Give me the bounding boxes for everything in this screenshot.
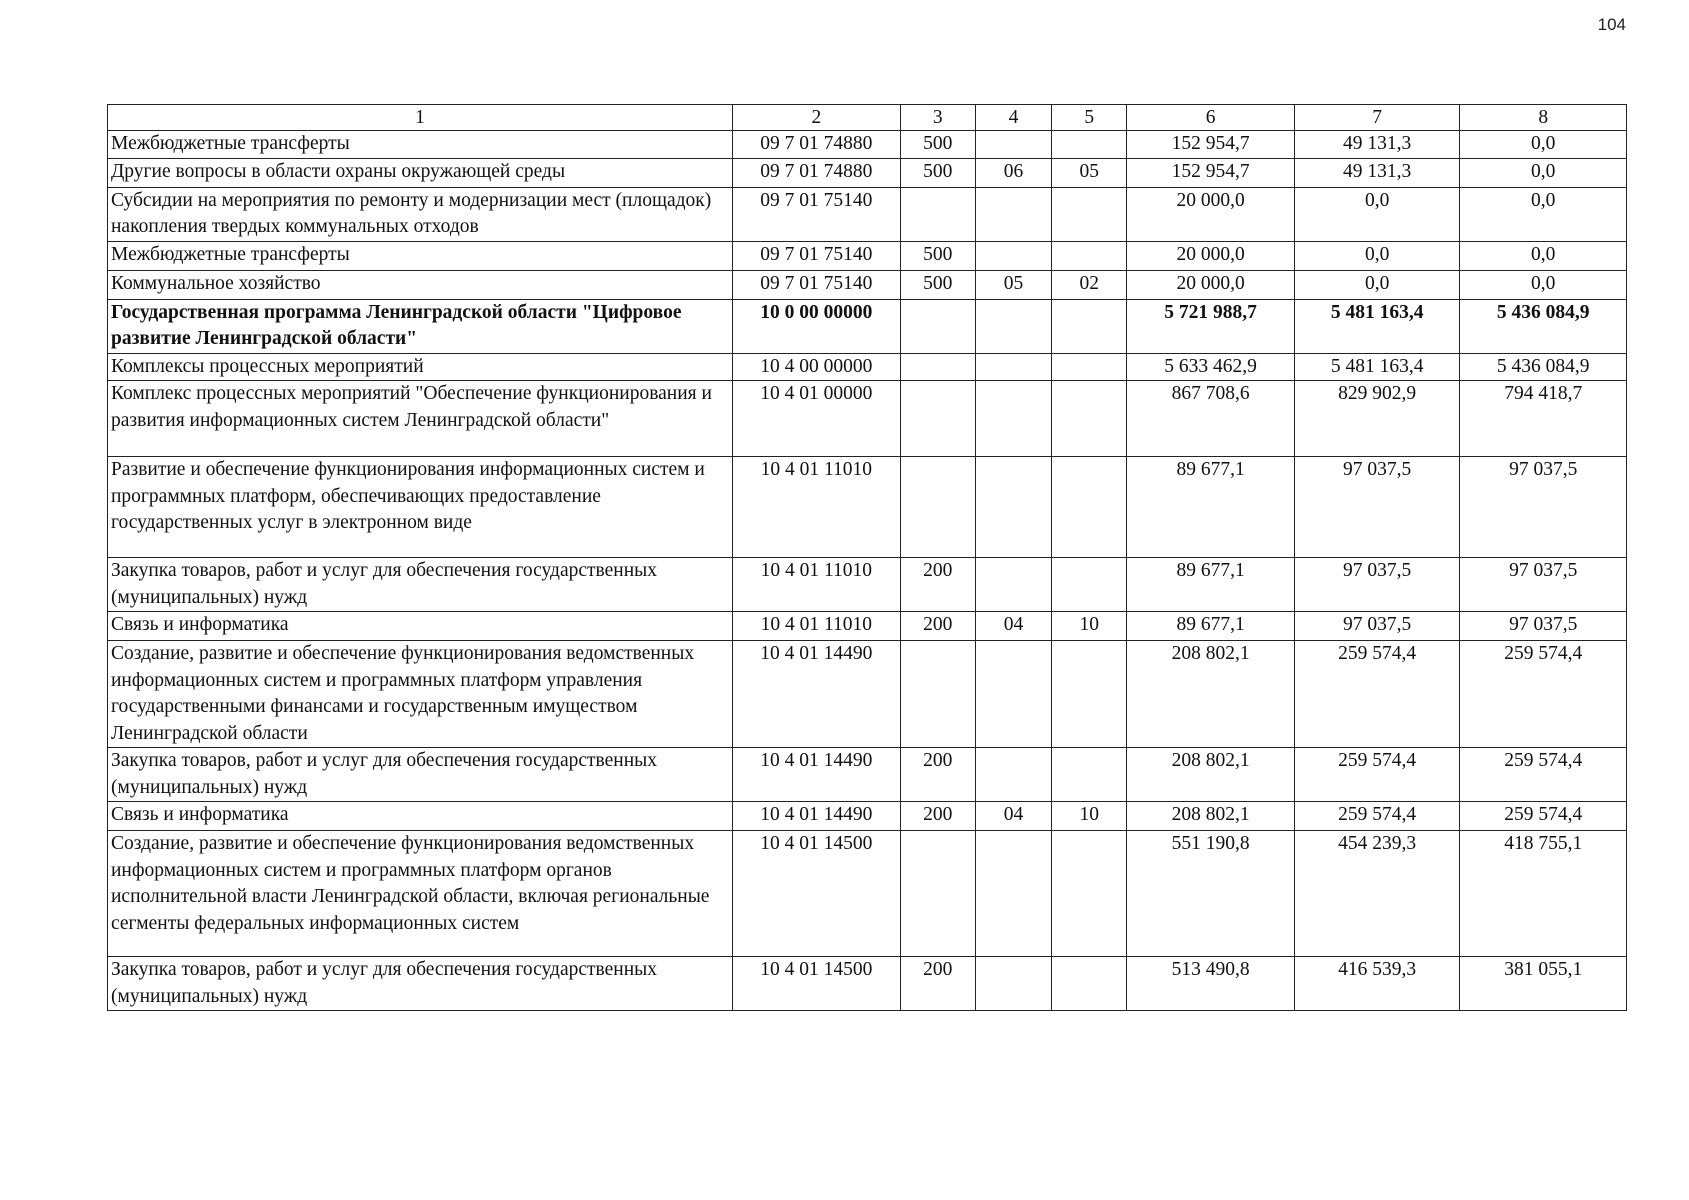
row-section [975,187,1051,241]
row-subsection [1052,131,1127,159]
table-row [108,831,1627,957]
row-expense-type [900,381,975,457]
table-row [108,381,1627,457]
row-value-col7: 49 131,3 [1294,131,1460,159]
table-row [108,270,1627,299]
table-row [108,158,1627,187]
row-name: Развитие и обеспечение функционирования информационных систем и программных платформ, обеспечивающих предоставление государственных услуг в электронном виде [108,457,733,558]
row-expense-type [900,299,975,353]
row-value-col8: 259 574,4 [1460,748,1627,802]
row-subsection [1052,241,1127,270]
table-row [108,748,1627,802]
row-code: 10 0 00 00000 [733,299,901,353]
row-value-col8: 97 037,5 [1460,457,1627,558]
row-section [975,381,1051,457]
row-value-col8: 418 755,1 [1460,831,1627,957]
row-subsection [1052,457,1127,558]
row-section [975,241,1051,270]
row-code: 10 4 01 14490 [733,641,901,748]
row-expense-type: 200 [900,802,975,831]
row-value-col8: 5 436 084,9 [1460,299,1627,353]
row-code: 09 7 01 74880 [733,158,901,187]
row-name: Комплекс процессных мероприятий "Обеспечение функционирования и развития информационных систем Ленинградской области" [108,381,733,457]
row-name: Субсидии на мероприятия по ремонту и модернизации мест (площадок) накопления твердых коммунальных отходов [108,187,733,241]
row-subsection [1052,187,1127,241]
row-value-col7: 259 574,4 [1294,748,1460,802]
row-value-col6: 208 802,1 [1127,748,1295,802]
row-subsection [1052,641,1127,748]
row-subsection [1052,748,1127,802]
row-expense-type [900,457,975,558]
table-row [108,457,1627,558]
row-value-col8: 5 436 084,9 [1460,353,1627,381]
row-value-col8: 259 574,4 [1460,641,1627,748]
table-row [108,641,1627,748]
row-code: 09 7 01 75140 [733,270,901,299]
budget-table [107,104,1627,1011]
row-code: 10 4 01 14490 [733,748,901,802]
row-name: Государственная программа Ленинградской области "Цифровое развитие Ленинградской области" [108,299,733,353]
table-row [108,299,1627,353]
row-value-col6: 152 954,7 [1127,131,1295,159]
row-value-col8: 0,0 [1460,131,1627,159]
row-value-col6: 20 000,0 [1127,270,1295,299]
row-code: 10 4 01 11010 [733,612,901,641]
row-value-col7: 454 239,3 [1294,831,1460,957]
row-expense-type [900,641,975,748]
row-value-col8: 794 418,7 [1460,381,1627,457]
row-code: 10 4 01 14490 [733,802,901,831]
row-code: 10 4 00 00000 [733,353,901,381]
column-header: 6 [1127,105,1295,131]
row-name: Связь и информатика [108,802,733,831]
table-row [108,802,1627,831]
row-code: 09 7 01 74880 [733,131,901,159]
row-value-col7: 0,0 [1294,241,1460,270]
table-row [108,957,1627,1011]
row-value-col6: 551 190,8 [1127,831,1295,957]
row-name: Создание, развитие и обеспечение функционирования ведомственных информационных систем и программных платформ органов исполнительной власти Ленинградской области, включая региональные сегменты федеральных информационных систем [108,831,733,957]
table-row [108,612,1627,641]
row-name: Создание, развитие и обеспечение функционирования ведомственных информационных систем и программных платформ управления государственными финансами и государственным имуществом Ленинградской области [108,641,733,748]
row-value-col7: 416 539,3 [1294,957,1460,1011]
row-value-col6: 152 954,7 [1127,158,1295,187]
row-subsection [1052,381,1127,457]
row-subsection: 10 [1052,612,1127,641]
row-value-col6: 89 677,1 [1127,612,1295,641]
row-name: Межбюджетные трансферты [108,131,733,159]
row-value-col6: 208 802,1 [1127,802,1295,831]
row-code: 10 4 01 11010 [733,558,901,612]
table-header-row [108,105,1627,131]
row-section [975,457,1051,558]
row-value-col8: 0,0 [1460,187,1627,241]
row-value-col6: 20 000,0 [1127,241,1295,270]
column-header: 3 [900,105,975,131]
row-subsection [1052,353,1127,381]
row-name: Закупка товаров, работ и услуг для обеспечения государственных (муниципальных) нужд [108,558,733,612]
row-subsection: 02 [1052,270,1127,299]
row-value-col7: 259 574,4 [1294,641,1460,748]
row-subsection: 05 [1052,158,1127,187]
row-value-col8: 97 037,5 [1460,612,1627,641]
column-header: 1 [108,105,733,131]
table-row [108,187,1627,241]
row-section: 04 [975,612,1051,641]
table-row [108,241,1627,270]
row-subsection [1052,558,1127,612]
row-code: 09 7 01 75140 [733,241,901,270]
row-value-col7: 829 902,9 [1294,381,1460,457]
row-section [975,831,1051,957]
row-expense-type [900,831,975,957]
row-value-col6: 867 708,6 [1127,381,1295,457]
table-row [108,558,1627,612]
row-subsection [1052,957,1127,1011]
row-value-col7: 0,0 [1294,270,1460,299]
row-code: 10 4 01 11010 [733,457,901,558]
row-section: 04 [975,802,1051,831]
row-value-col6: 89 677,1 [1127,457,1295,558]
row-value-col7: 0,0 [1294,187,1460,241]
column-header: 5 [1052,105,1127,131]
row-subsection [1052,831,1127,957]
row-code: 10 4 01 14500 [733,831,901,957]
row-value-col8: 0,0 [1460,270,1627,299]
row-subsection [1052,299,1127,353]
row-value-col7: 259 574,4 [1294,802,1460,831]
row-expense-type: 200 [900,957,975,1011]
row-name: Другие вопросы в области охраны окружающей среды [108,158,733,187]
row-value-col7: 5 481 163,4 [1294,353,1460,381]
row-value-col8: 0,0 [1460,158,1627,187]
row-name: Закупка товаров, работ и услуг для обеспечения государственных (муниципальных) нужд [108,748,733,802]
row-value-col6: 208 802,1 [1127,641,1295,748]
row-expense-type [900,353,975,381]
column-header: 7 [1294,105,1460,131]
row-section: 06 [975,158,1051,187]
row-section [975,131,1051,159]
row-value-col6: 5 721 988,7 [1127,299,1295,353]
row-expense-type: 500 [900,270,975,299]
row-value-col8: 381 055,1 [1460,957,1627,1011]
row-expense-type: 200 [900,558,975,612]
row-value-col7: 97 037,5 [1294,558,1460,612]
row-value-col7: 49 131,3 [1294,158,1460,187]
row-section [975,748,1051,802]
table-row [108,131,1627,159]
row-value-col7: 97 037,5 [1294,457,1460,558]
row-name: Комплексы процессных мероприятий [108,353,733,381]
page-number: 104 [1597,15,1626,34]
row-expense-type: 200 [900,612,975,641]
row-code: 10 4 01 14500 [733,957,901,1011]
row-name: Связь и информатика [108,612,733,641]
row-expense-type: 500 [900,131,975,159]
row-section [975,558,1051,612]
row-value-col7: 97 037,5 [1294,612,1460,641]
row-value-col8: 0,0 [1460,241,1627,270]
column-header: 2 [733,105,901,131]
row-section [975,957,1051,1011]
row-code: 09 7 01 75140 [733,187,901,241]
table-row [108,353,1627,381]
row-section: 05 [975,270,1051,299]
row-expense-type: 200 [900,748,975,802]
column-header: 8 [1460,105,1627,131]
row-value-col8: 259 574,4 [1460,802,1627,831]
row-expense-type [900,187,975,241]
row-section [975,641,1051,748]
row-section [975,353,1051,381]
row-value-col8: 97 037,5 [1460,558,1627,612]
row-name: Коммунальное хозяйство [108,270,733,299]
row-value-col6: 89 677,1 [1127,558,1295,612]
row-expense-type: 500 [900,241,975,270]
row-subsection: 10 [1052,802,1127,831]
row-value-col6: 20 000,0 [1127,187,1295,241]
row-value-col6: 5 633 462,9 [1127,353,1295,381]
row-value-col6: 513 490,8 [1127,957,1295,1011]
row-section [975,299,1051,353]
row-expense-type: 500 [900,158,975,187]
row-name: Закупка товаров, работ и услуг для обеспечения государственных (муниципальных) нужд [108,957,733,1011]
row-name: Межбюджетные трансферты [108,241,733,270]
column-header: 4 [975,105,1051,131]
row-code: 10 4 01 00000 [733,381,901,457]
row-value-col7: 5 481 163,4 [1294,299,1460,353]
